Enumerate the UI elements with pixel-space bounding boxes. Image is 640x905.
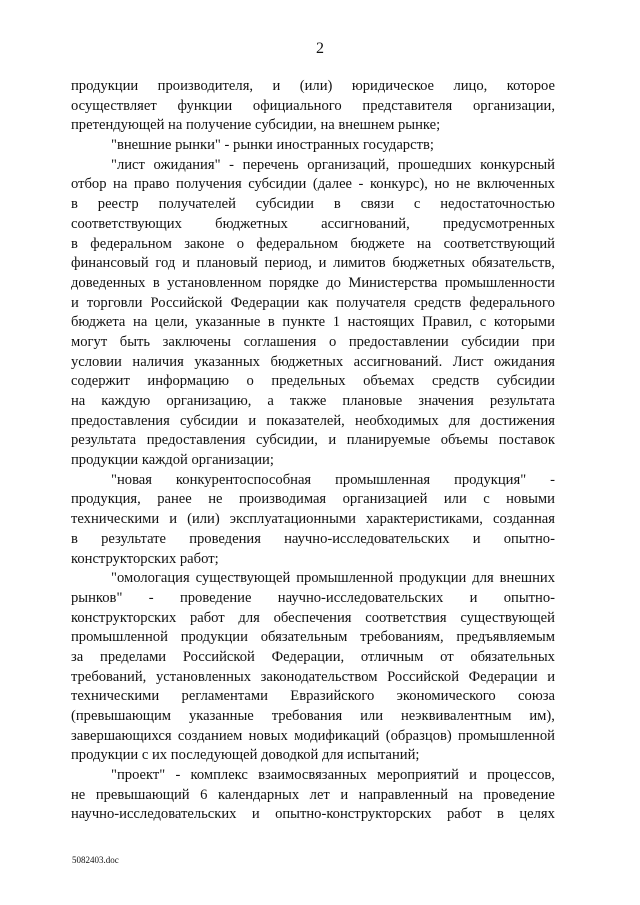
word: регламентами — [181, 688, 268, 705]
word: с — [483, 491, 490, 508]
word: недостаточностью — [440, 196, 555, 213]
text-line — [71, 648, 555, 668]
word: опытно- — [503, 530, 555, 547]
word: в — [497, 806, 504, 823]
word: в — [71, 196, 78, 213]
page-number: 2 — [316, 40, 324, 57]
word: организаций, — [307, 156, 390, 173]
word: и — [182, 255, 190, 272]
word: (далее — [312, 176, 353, 193]
word: Лист — [452, 353, 484, 370]
word: - — [550, 471, 555, 488]
word: ожидания" — [153, 156, 221, 173]
word: конструкторских — [71, 609, 177, 626]
word: Российской — [182, 648, 255, 665]
text-line — [71, 215, 555, 235]
word: до — [326, 274, 341, 291]
word: бюджетных — [215, 215, 288, 232]
word: и — [251, 806, 260, 823]
text-line — [71, 97, 555, 117]
word: субсидии — [461, 333, 520, 350]
word: заключены — [162, 333, 231, 350]
word: плановый — [196, 255, 258, 272]
word: Российской — [150, 294, 223, 311]
word: и — [169, 511, 178, 528]
word: (образцов) — [385, 727, 452, 744]
word: на — [416, 235, 432, 252]
word: также — [289, 393, 327, 409]
word: организацию, — [166, 393, 252, 409]
word: результате — [101, 530, 167, 547]
word: промышленной — [71, 629, 168, 646]
text-line — [71, 195, 555, 215]
word: период, — [264, 255, 312, 272]
word: представителя — [362, 97, 453, 114]
word: получения — [176, 176, 242, 193]
word: промышленная — [335, 471, 431, 488]
word: (или) — [299, 78, 333, 94]
word: бюджетных — [270, 353, 344, 370]
text-line — [71, 707, 555, 727]
word: объемы — [440, 432, 489, 449]
word: субсидии — [496, 373, 555, 390]
text-line: продукции каждой организации; — [71, 452, 274, 469]
word: или — [443, 491, 467, 508]
word: техническими — [71, 511, 160, 528]
word: Федерации, — [271, 648, 345, 665]
word: промышленности — [444, 274, 555, 291]
text-line: продукции с их последующей доводкой для испытаний; — [71, 747, 420, 764]
word: не — [456, 176, 471, 193]
text-line — [71, 294, 555, 314]
word: в — [267, 314, 275, 331]
word: финансовый — [71, 255, 149, 272]
word: установленных — [155, 668, 252, 685]
word: "лист — [111, 156, 145, 173]
word: и — [472, 530, 481, 547]
word: прошедших — [397, 156, 472, 173]
text-line — [71, 412, 555, 432]
word: и — [469, 767, 477, 784]
word: на — [113, 176, 128, 193]
word: - — [175, 767, 181, 784]
word: (или) — [187, 511, 220, 528]
word: пределами — [100, 648, 167, 665]
word: обязательств, — [471, 255, 555, 272]
word: соответствующий — [443, 235, 555, 252]
word: поставок — [498, 432, 555, 449]
word: Правил, — [422, 314, 473, 331]
word: организацией — [342, 491, 428, 508]
word: 1 — [332, 314, 340, 331]
word: субсидии — [248, 176, 307, 193]
text-line — [71, 530, 555, 550]
word: рынков" — [71, 589, 123, 606]
text-line — [71, 668, 555, 688]
word: целях — [519, 806, 555, 823]
word: осуществляет — [71, 97, 157, 114]
word: в — [333, 196, 341, 213]
word: при — [531, 333, 555, 350]
word: на — [71, 393, 86, 409]
word: работ — [446, 806, 482, 823]
word: 6 — [200, 786, 208, 803]
word: отличным — [360, 648, 424, 665]
body-text — [71, 77, 555, 825]
word: в — [152, 274, 160, 291]
word: Министерства — [348, 274, 438, 291]
word: плановые — [342, 393, 403, 409]
word: настоящих — [347, 314, 415, 331]
word: содержит — [71, 373, 130, 390]
word: результата — [489, 393, 555, 409]
word: завершающихся — [71, 727, 172, 744]
text-line — [71, 766, 555, 786]
text-line — [71, 471, 555, 491]
word: для — [448, 412, 471, 429]
text-line — [71, 333, 555, 353]
word: условии — [71, 353, 122, 370]
word: за — [71, 648, 84, 665]
word: обеспечения — [273, 609, 352, 626]
text-line — [71, 609, 555, 629]
word: экономического — [396, 688, 496, 705]
word: Федерации — [468, 668, 538, 685]
text-line — [71, 254, 555, 274]
word: ассигнований. — [353, 353, 443, 370]
word: лицо, — [453, 78, 488, 94]
word: продукция" — [454, 471, 527, 488]
text-line — [71, 235, 555, 255]
text-line — [71, 727, 555, 747]
word: и — [248, 412, 257, 429]
word: законе — [184, 235, 225, 252]
word: результата — [71, 432, 137, 449]
word: указанные — [195, 314, 261, 331]
word: конкурентоспособная — [175, 471, 312, 488]
word: - — [148, 589, 154, 606]
word: превышающий — [95, 786, 190, 803]
text-line — [71, 313, 555, 333]
word: производителя, — [157, 78, 254, 94]
word: субсидии — [180, 412, 239, 429]
word: установленном — [167, 274, 262, 291]
word: достижения — [480, 412, 555, 429]
word: опытно-конструкторских — [275, 806, 432, 823]
word: доведенных — [71, 274, 146, 291]
word: о — [328, 333, 337, 350]
word: быть — [119, 333, 151, 350]
word: союза — [518, 688, 555, 705]
word: цели, — [154, 314, 188, 331]
text-line: конструкторских работ; — [71, 550, 219, 567]
word: но — [434, 176, 450, 193]
word: обязательных — [470, 648, 555, 665]
word: на — [133, 314, 148, 331]
text-line: претендующей на получение субсидии, на внешнем рынке; — [71, 117, 441, 134]
word: и — [318, 255, 327, 272]
word: проведение — [483, 786, 555, 803]
word: каждую — [101, 393, 151, 409]
word: предусмотренных — [443, 215, 555, 232]
word: указанные — [188, 708, 254, 724]
word: необходимых — [355, 412, 439, 429]
word: средств — [431, 373, 480, 390]
word: год — [155, 255, 176, 272]
word: ранее — [157, 491, 192, 508]
word: федеральном — [256, 235, 338, 252]
word: эксплуатационными — [229, 511, 356, 528]
document-file-id: 5082403.doc — [72, 855, 119, 865]
word: новых — [248, 727, 288, 744]
word: промышленной — [296, 570, 394, 587]
word: предоставления — [71, 412, 170, 429]
word: обязательным — [260, 629, 348, 646]
word: юридическое — [351, 78, 435, 94]
word: законодательством — [260, 668, 378, 685]
word: для — [472, 570, 494, 587]
word: показателей, — [266, 412, 345, 429]
word: календарных — [217, 786, 300, 803]
word: продукции — [399, 570, 467, 587]
word: продукции — [180, 629, 248, 646]
word: бюджете — [350, 235, 405, 252]
word: мероприятий — [376, 767, 459, 784]
word: им), — [529, 708, 555, 724]
word: производимая — [238, 491, 327, 508]
word: отбор — [71, 176, 107, 193]
word: федеральном — [90, 235, 172, 252]
word: внешних — [499, 570, 555, 587]
word: наличия — [132, 353, 184, 370]
text-line — [71, 569, 555, 589]
word: комплекс — [190, 767, 248, 784]
word: перечень — [242, 156, 299, 173]
word: - — [229, 156, 235, 173]
word: "новая — [111, 471, 152, 488]
word: и — [272, 78, 281, 94]
word: и — [71, 294, 79, 311]
text-line — [71, 589, 555, 609]
word: и — [469, 589, 478, 606]
word: научно-исследовательских — [284, 530, 450, 547]
word: порядке — [268, 274, 319, 291]
word: получателей — [158, 196, 236, 213]
word: федерального — [469, 294, 555, 311]
text-line — [71, 77, 555, 97]
word: о — [236, 235, 245, 252]
word: требованиям, — [360, 629, 444, 646]
word: реестр — [97, 196, 139, 213]
word: от — [440, 648, 454, 665]
word: характеристиками, — [366, 511, 483, 528]
word: организации, — [473, 97, 555, 114]
word: требования — [271, 708, 343, 724]
word: с — [413, 196, 421, 213]
word: ассигнований, — [321, 215, 410, 232]
word: информацию — [147, 373, 229, 390]
word: для — [238, 609, 260, 626]
word: созданием — [177, 727, 243, 744]
word: средств — [414, 294, 462, 311]
word: требований, — [71, 668, 147, 685]
word: существующей — [195, 570, 291, 587]
text-line — [71, 353, 555, 373]
word: продукция, — [71, 491, 141, 508]
word: проведения — [189, 530, 261, 547]
word: которое — [506, 78, 555, 94]
text-line — [71, 805, 555, 825]
word: неэквивалентным — [401, 708, 512, 724]
word: созданная — [492, 511, 555, 528]
text-line — [71, 490, 555, 510]
word: конкурс), — [369, 176, 428, 193]
word: Российской — [387, 668, 460, 685]
word: предоставления — [146, 432, 246, 449]
word: соответствующих — [71, 215, 182, 232]
word: и — [547, 668, 555, 685]
word: научно-исследовательских — [277, 589, 444, 606]
word: процессов, — [487, 767, 555, 784]
word: предельных — [271, 373, 346, 390]
word: работ — [189, 609, 225, 626]
word: в — [71, 530, 78, 547]
word: "омологация — [111, 570, 190, 587]
word: предоставлении — [348, 333, 449, 350]
word: лет — [309, 786, 330, 803]
text-line — [71, 431, 555, 451]
text-line: "внешние рынки" - рынки иностранных государств; — [111, 137, 434, 154]
word: значения — [418, 393, 474, 409]
text-line — [71, 786, 555, 806]
word: лимитов — [333, 255, 386, 272]
word: и — [340, 786, 349, 803]
word: соглашения — [243, 333, 317, 350]
text-line — [71, 274, 555, 294]
word: функции — [177, 97, 233, 114]
word: существующей — [460, 609, 555, 626]
word: взаимосвязанных — [258, 767, 367, 784]
word: субсидии, — [256, 432, 318, 449]
text-line — [71, 510, 555, 530]
word: и — [328, 432, 337, 449]
word: продукции — [71, 78, 139, 94]
word: опытно- — [503, 589, 555, 606]
word: не — [208, 491, 223, 508]
word: соответствия — [365, 609, 447, 626]
word: в — [71, 235, 78, 252]
word: субсидии — [255, 196, 314, 213]
word: право — [133, 176, 170, 193]
word: Федерации — [230, 294, 300, 311]
text-line — [71, 156, 555, 176]
text-line — [71, 175, 555, 195]
word: бюджета — [71, 314, 126, 331]
word: модификаций — [294, 727, 380, 744]
text-line — [71, 628, 555, 648]
text-line — [71, 372, 555, 392]
word: официального — [252, 97, 342, 114]
word: торговли — [86, 294, 143, 311]
word: объемах — [363, 373, 415, 390]
word: конкурсный — [480, 156, 555, 173]
word: - — [358, 176, 364, 193]
word: как — [307, 294, 329, 311]
word: могут — [71, 333, 108, 350]
word: планируемые — [346, 432, 431, 449]
word: а — [267, 393, 274, 409]
word: направленный — [358, 786, 449, 803]
word: Евразийского — [290, 688, 375, 705]
text-line — [71, 392, 555, 412]
word: техническими — [71, 688, 160, 705]
word: "проект" — [111, 767, 166, 784]
word: или — [360, 708, 384, 724]
word: ожидания — [493, 353, 555, 370]
word: новыми — [506, 491, 555, 508]
word: получателя — [336, 294, 406, 311]
word: научно-исследовательских — [71, 806, 237, 823]
word: промышленной — [458, 727, 555, 744]
word: проведение — [179, 589, 252, 606]
word: предъявляемым — [456, 629, 555, 646]
word: пункте — [282, 314, 326, 331]
text-line — [71, 687, 555, 707]
word: бюджетных — [392, 255, 466, 272]
word: с — [479, 314, 487, 331]
word: на — [458, 786, 473, 803]
word: не — [71, 786, 86, 803]
word: связи — [360, 196, 395, 213]
word: которыми — [493, 314, 555, 331]
word: (превышающим — [71, 708, 172, 724]
word: включенных — [476, 176, 555, 193]
word: указанных — [194, 353, 260, 370]
word: о — [246, 373, 254, 390]
